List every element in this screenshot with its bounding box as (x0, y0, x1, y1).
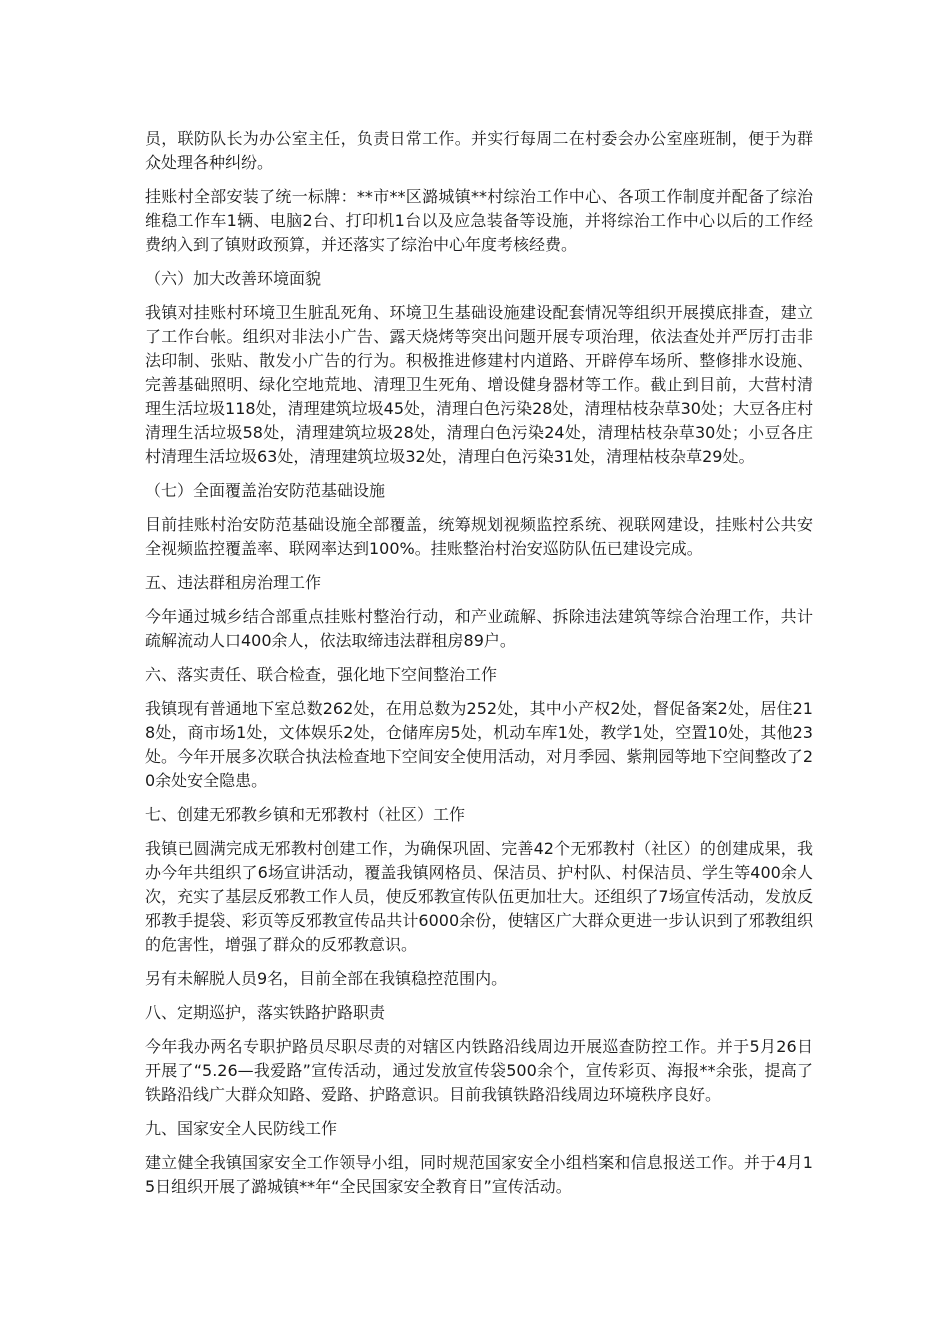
paragraph-unreleased: 另有未解脱人员9名，目前全部在我镇稳控范围内。 (145, 969, 508, 988)
paragraph-environment: 我镇对挂账村环境卫生脏乱死角、环境卫生基础设施建设配套情况等组织开展摸底排查，建立了工作台帐。组织对非法小广告、露天烧烤等突出问题开展专项治理，依法查处并严厉打击非法印制、张贴、散发小广告的行为。积极推进修建村内道路、开辟停车场所、整修排水设施、完善基础照明、绿化空地荒地、清理卫生死角、增设健身器材等工作。截止到目前，大营村清理生活垃圾118处，清理建筑垃圾45处，清理白色污染28处，清理枯枝杂草30处；大豆各庄村清理生活垃圾58处，清理建筑垃圾28处，清理白色污染24处，清理枯枝杂草30处；小豆各庄村清理生活垃圾63处，清理建筑垃圾32处，清理白色污染31处，清理枯枝杂草29处。 (145, 303, 813, 466)
heading-security-facilities: （七）全面覆盖治安防范基础设施 (145, 481, 386, 500)
paragraph-national-security: 建立健全我镇国家安全工作领导小组，同时规范国家安全小组档案和信息报送工作。并于4月15日组织开展了潞城镇**年“全民国家安全教育日”宣传活动。 (145, 1153, 813, 1196)
heading-underground-space: 六、落实责任、联合检查，强化地下空间整治工作 (145, 665, 498, 684)
paragraph-underground-space: 我镇现有普通地下室总数262处，在用总数为252处，其中小产权2处，督促备案2处，居住218处，商市场1处，文体娱乐2处，仓储库房5处，机动车库1处，教学1处，空置10处，其他23处。今年开展多次联合执法检查地下空间安全使用活动，对月季园、紫荆园等地下空间整改了20余处安全隐患。 (145, 699, 813, 790)
paragraph-rental-housing: 今年通过城乡结合部重点挂账村整治行动，和产业疏解、拆除违法建筑等综合治理工作，共计疏解流动人口400余人，依法取缔违法群租房89户。 (145, 607, 813, 650)
paragraph-security-facilities: 目前挂账村治安防范基础设施全部覆盖，统筹规划视频监控系统、视联网建设，挂账村公共安全视频监控覆盖率、联网率达到100%。挂账整治村治安巡防队伍已建设完成。 (145, 515, 813, 558)
paragraph-railway: 今年我办两名专职护路员尽职尽责的对辖区内铁路沿线周边开展巡查防控工作。并于5月26日开展了“5.26—我爱路”宣传活动，通过发放宣传袋500余个，宣传彩页、海报**余张，提高了铁路沿线广大群众知路、爱路、护路意识。目前我镇铁路沿线周边环境秩序良好。 (145, 1037, 813, 1104)
paragraph-signage: 挂账村全部安装了统一标牌：**市**区潞城镇**村综治工作中心、各项工作制度并配备了综治维稳工作车1辆、电脑2台、打印机1台以及应急装备等设施，并将综治工作中心以后的工作经费纳入到了镇财政预算，并还落实了综治中心年度考核经费。 (145, 187, 813, 254)
document-body (145, 127, 813, 1209)
heading-anti-cult: 七、创建无邪教乡镇和无邪教村（社区）工作 (145, 805, 466, 824)
heading-environment: （六）加大改善环境面貌 (145, 269, 322, 288)
paragraph-office-duty: 员，联防队长为办公室主任，负责日常工作。并实行每周二在村委会办公室座班制，便于为群众处理各种纠纷。 (145, 129, 813, 172)
paragraph-anti-cult: 我镇已圆满完成无邪教村创建工作，为确保巩固、完善42个无邪教村（社区）的创建成果，我办今年共组织了6场宣讲活动，覆盖我镇网格员、保洁员、护村队、村保洁员、学生等400余人次，充实了基层反邪教工作人员，使反邪教宣传队伍更加壮大。还组织了7场宣传活动，发放反邪教手提袋、彩页等反邪教宣传品共计6000余份，使辖区广大群众更进一步认识到了邪教组织的危害性，增强了群众的反邪教意识。 (145, 839, 813, 954)
heading-national-security: 九、国家安全人民防线工作 (145, 1119, 338, 1138)
heading-rental-housing: 五、违法群租房治理工作 (145, 573, 322, 592)
heading-railway: 八、定期巡护，落实铁路护路职责 (145, 1003, 386, 1022)
